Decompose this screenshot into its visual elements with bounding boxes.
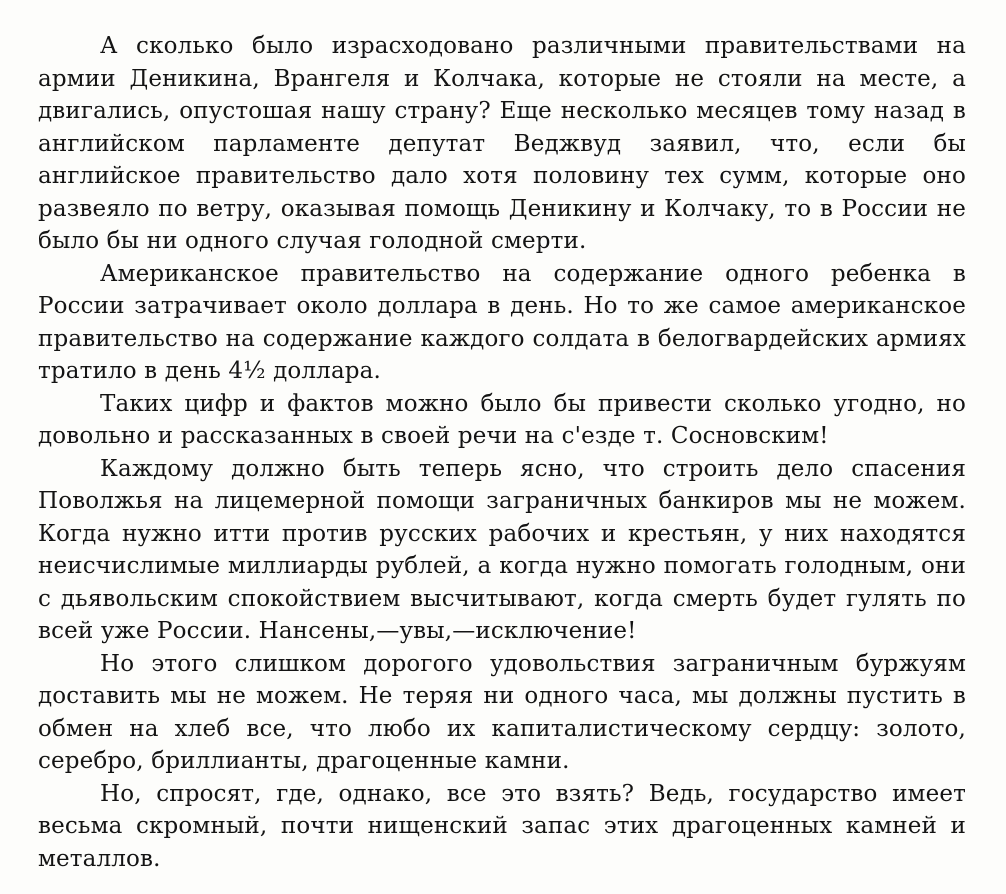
paragraph-1: А сколько было израсходовано различными правительствами на армии Деникина, Врангеля и Колчака, которые не стояли на месте, а двигались, опустошая нашу страну? Еще несколько месяцев тому назад в английском парламенте депутат Веджвуд заявил, что, если бы английское правительство дало хотя половину тех сумм, которые оно развеяло по ветру, оказывая помощь Деникину и Колчаку, то в России не было бы ни одного случая голодной смерти.	[38, 33, 966, 254]
paragraph-6: Но, спросят, где, однако, все это взять? Ведь, государство имеет весьма скромный, почти нищенский запас этих драгоценных камней и металлов.	[38, 780, 966, 872]
paragraph-5: Но этого слишком дорогого удовольствия заграничным буржуям доставить мы не можем. Не теряя ни одного часа, мы должны пустить в обмен на хлеб все, что любо их капиталистическому сердцу: золото, серебро, бриллианты, драгоценные камни.	[38, 650, 966, 774]
paragraph-4: Каждому должно быть теперь ясно, что строить дело спасения Поволжья на лицемерной помощи заграничных банкиров мы не можем. Когда нужно итти против русских рабочих и крестьян, у них находятся неисчислимые миллиарды рублей, а когда нужно помогать голодным, они с дьявольским спокойствием высчитывают, когда смерть будет гулять по всей уже России. Нансены,—увы,—исключение!	[38, 455, 966, 644]
body-text	[38, 30, 966, 875]
paragraph-3: Таких цифр и фактов можно было бы привести сколько угодно, но довольно и рассказанных в своей речи на с'езде т. Сосновским!	[38, 390, 966, 449]
paragraph-2: Американское правительство на содержание одного ребенка в России затрачивает около доллара в день. Но то же самое американское правительство на содержание каждого солдата в белогвардейских армиях тратило в день 4½ доллара.	[38, 260, 966, 384]
